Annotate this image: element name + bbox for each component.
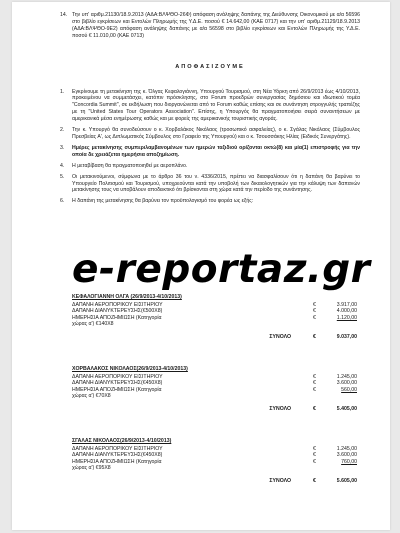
expense-amount: 3.600,00 — [336, 452, 357, 458]
currency-symbol: € — [313, 386, 316, 393]
expense-block-title: ΧΟΡΒΑΛΑΚΟΣ ΝΙΚΟΛΑΟΣ(26/9/2013-4/10/2013) — [72, 366, 188, 372]
decision-text: Η δαπάνη της μετακίνησης θα βαρύνει τον προϋπολογισμό του φορέα ως εξής: — [72, 198, 254, 205]
expense-label: ΗΜΕΡΗΣΙΑ ΑΠΟΖΗΜΙΩΣΗ (Κατηγορία χώρας α') €95Χ8 — [72, 458, 162, 471]
decision-list — [60, 89, 360, 206]
expense-block-chorvalakos — [72, 366, 357, 412]
decision-heading: ΑΠΟΦΑΣΙΖΟΥΜΕ — [175, 63, 245, 70]
currency-symbol: € — [313, 314, 316, 321]
expense-row — [72, 459, 357, 472]
currency-symbol: € — [313, 405, 316, 412]
decision-number: 4. — [60, 162, 65, 169]
decision-number: 1. — [60, 88, 65, 95]
total-label: ΣΥΝΟΛΟ — [269, 405, 291, 412]
currency-symbol: € — [313, 308, 316, 314]
decision-number: 5. — [60, 173, 65, 180]
total-amount: 5.605,00 — [336, 477, 357, 484]
expense-block-kefalogianni — [72, 294, 357, 340]
expense-label: ΔΑΠΑΝΗ ΑΕΡΟΠΟΡΙΚΟΥ ΕΙΣΙΤΗΡΙΟΥ — [72, 373, 163, 380]
decision-text: Την κ. Υπουργό θα συνοδεύσουν ο κ. Χορβαλάκος Νικόλαος (τροσωπικό ασφαλείας), ο κ. Σγάλας Νικόλαος (Σύμβουλος Πρεσβείας Α', ως Διπλωματικός Σύμβουλος στο Γραφείο της Υπουργού) και ο κ. Τσουσσάκης Ηλίας (Ειδικός Συνεργάτης). — [72, 127, 360, 140]
decision-item-5 — [60, 174, 360, 195]
currency-symbol: € — [313, 452, 316, 458]
expense-label: ΔΑΠΑΝΗ ΑΕΡΟΠΟΡΙΚΟΥ ΕΙΣΙΤΗΡΙΟΥ — [72, 301, 163, 308]
expense-label: ΔΑΠΑΝΗ ΔΙΑΝΥΚΤΕΡΕΥΣΗΣ(€450Χ8) — [72, 452, 163, 458]
decision-text: Ημέρες μετακίνησης συμπεριλαμβανομένων των ημερών ταξιδιού ορίζονται οκτώ(8) και μία(1) επιστροφής για την οποία δε χρειάζεται ημερήσια αποζημίωση. — [72, 144, 360, 158]
expense-label: ΗΜΕΡΗΣΙΑ ΑΠΟΖΗΜΙΩΣΗ (Κατηγορία χώρας α') €140Χ8 — [72, 314, 162, 327]
decision-item-3 — [60, 145, 360, 159]
expense-block-title: ΚΕΦΑΛΟΓΙΑΝΝΗ ΟΛΓΑ (26/9/2013-4/10/2013) — [72, 294, 182, 300]
total-label: ΣΥΝΟΛΟ — [269, 477, 291, 484]
expense-total-row — [72, 478, 357, 485]
total-amount: 5.405,00 — [336, 405, 357, 412]
currency-symbol: € — [313, 445, 316, 452]
paragraph-14 — [60, 12, 360, 40]
expense-total-row — [72, 406, 357, 413]
decision-text: Η μεταβίβαση θα πραγματοποιηθεί με αεροπλάνο. — [72, 162, 188, 169]
expense-block-sgalas — [72, 438, 357, 484]
decision-item-4 — [60, 163, 360, 170]
expense-amount: 4.000,00 — [336, 308, 357, 314]
expense-amount: 760,00 — [341, 458, 357, 465]
decision-number: 6. — [60, 198, 65, 205]
decision-item-6 — [60, 198, 360, 205]
expense-block-title: ΣΓΑΛΑΣ ΝΙΚΟΛΑΟΣ(26/9/2013-4/10/2013) — [72, 438, 172, 444]
expense-total-row — [72, 334, 357, 341]
expense-amount: 3.917,00 — [336, 301, 357, 308]
currency-symbol: € — [313, 477, 316, 484]
expense-amount: 3.600,00 — [336, 380, 357, 386]
paragraph-text: Την υπ' αριθμ.21130/18.9.2013 (ΑΔΑ:ΒΛΨΘΟ-26Φ) απόφαση ανάληψης δαπάνης της Διεύθυνσης Οικονομικού με α/α 56596 στο βιβλίο εγκρίσεων και Εντολών Πληρωμής της Υ.Δ.Ε. ποσού € 14.642,00 (ΚΑΕ 0717) και την υπ' αριθμ.21129/18.9.2013 (ΑΔΑ:ΒΛΨΘΟ-9Ε2) απόφαση ανάληψης δαπάνης με α/α 56598 στο βιβλίο εγκρίσεων και Εντολών Πληρωμής της Υ.Δ.Ε. ποσού € 11.010,00 (ΚΑΕ 0713) — [72, 12, 360, 39]
currency-symbol: € — [313, 301, 316, 308]
decision-number: 3. — [60, 144, 65, 151]
currency-symbol: € — [313, 380, 316, 386]
expense-label: ΗΜΕΡΗΣΙΑ ΑΠΟΖΗΜΙΩΣΗ (Κατηγορία χώρας α') €70Χ8 — [72, 386, 162, 399]
total-amount: 9.037,00 — [336, 333, 357, 340]
expense-row — [72, 315, 357, 328]
currency-symbol: € — [313, 458, 316, 465]
document-page — [12, 2, 390, 530]
expense-label: ΔΑΠΑΝΗ ΔΙΑΝΥΚΤΕΡΕΥΣΗΣ(€450Χ8) — [72, 380, 163, 386]
expense-label: ΔΑΠΑΝΗ ΑΕΡΟΠΟΡΙΚΟΥ ΕΙΣΙΤΗΡΙΟΥ — [72, 445, 163, 452]
expense-amount: 1.245,00 — [336, 445, 357, 452]
total-label: ΣΥΝΟΛΟ — [269, 333, 291, 340]
decision-text: Εγκρίνουμε τη μετακίνηση της κ. Όλγας Κεφαλογιάννη, Υπουργού Τουρισμού, στη Νέα Υόρκη από 26/9/2013 έως 4/10/2013, προκειμένου να συμμετάσχει, κατόπιν πρόσκλησης, στο Forum προεδρών συνεργασίας δημόσιου και ιδιωτικού τομέα "Concordia Summit", σε εκδήλωση που διοργανώνεται από το Forum καθώς επίσης και σε συνάντηση στρογγυλής τραπέζης με τη "United States Tour Operators Association". Επίσης, η Υπουργός θα πραγματοποιήσει σειρά συναντήσεων με αμερικανικά μέσα ενημέρωσης καθώς και με φορείς της αμερικανικής τουριστικής αγοράς. — [72, 88, 360, 123]
decision-text: Οι μετακινούμενοι, σύμφωνα με το άρθρο 36 του ν. 4336/2015, πρέπει να διασφαλίσουν ότι η δαπάνη θα βαρύνει το Υπουργείο Πολιτισμού και Τουρισμού, υποχρεούνται κατά την υποβολή των δικαιολογητικών για την κάλυψη των δαπανών μετακίνησης τους να υποβάλουν αποδεικτικό ότι βρίσκονται στη χώρα κατά την περίοδο της συνάντησης. — [72, 173, 360, 194]
decision-item-1 — [60, 89, 360, 124]
paragraph-number: 14. — [60, 12, 68, 18]
expense-amount: 560,00 — [341, 386, 357, 393]
expense-amount: 1.245,00 — [336, 373, 357, 380]
expense-label: ΔΑΠΑΝΗ ΔΙΑΝΥΚΤΕΡΕΥΣΗΣ(€500Χ8) — [72, 308, 163, 314]
currency-symbol: € — [313, 333, 316, 340]
decision-item-2 — [60, 127, 360, 141]
expense-amount: 1.120,00 — [336, 314, 357, 321]
currency-symbol: € — [313, 373, 316, 380]
site-watermark: e-reportaz.gr — [72, 247, 371, 292]
expense-row — [72, 387, 357, 400]
document-body — [60, 12, 360, 209]
decision-number: 2. — [60, 127, 65, 134]
